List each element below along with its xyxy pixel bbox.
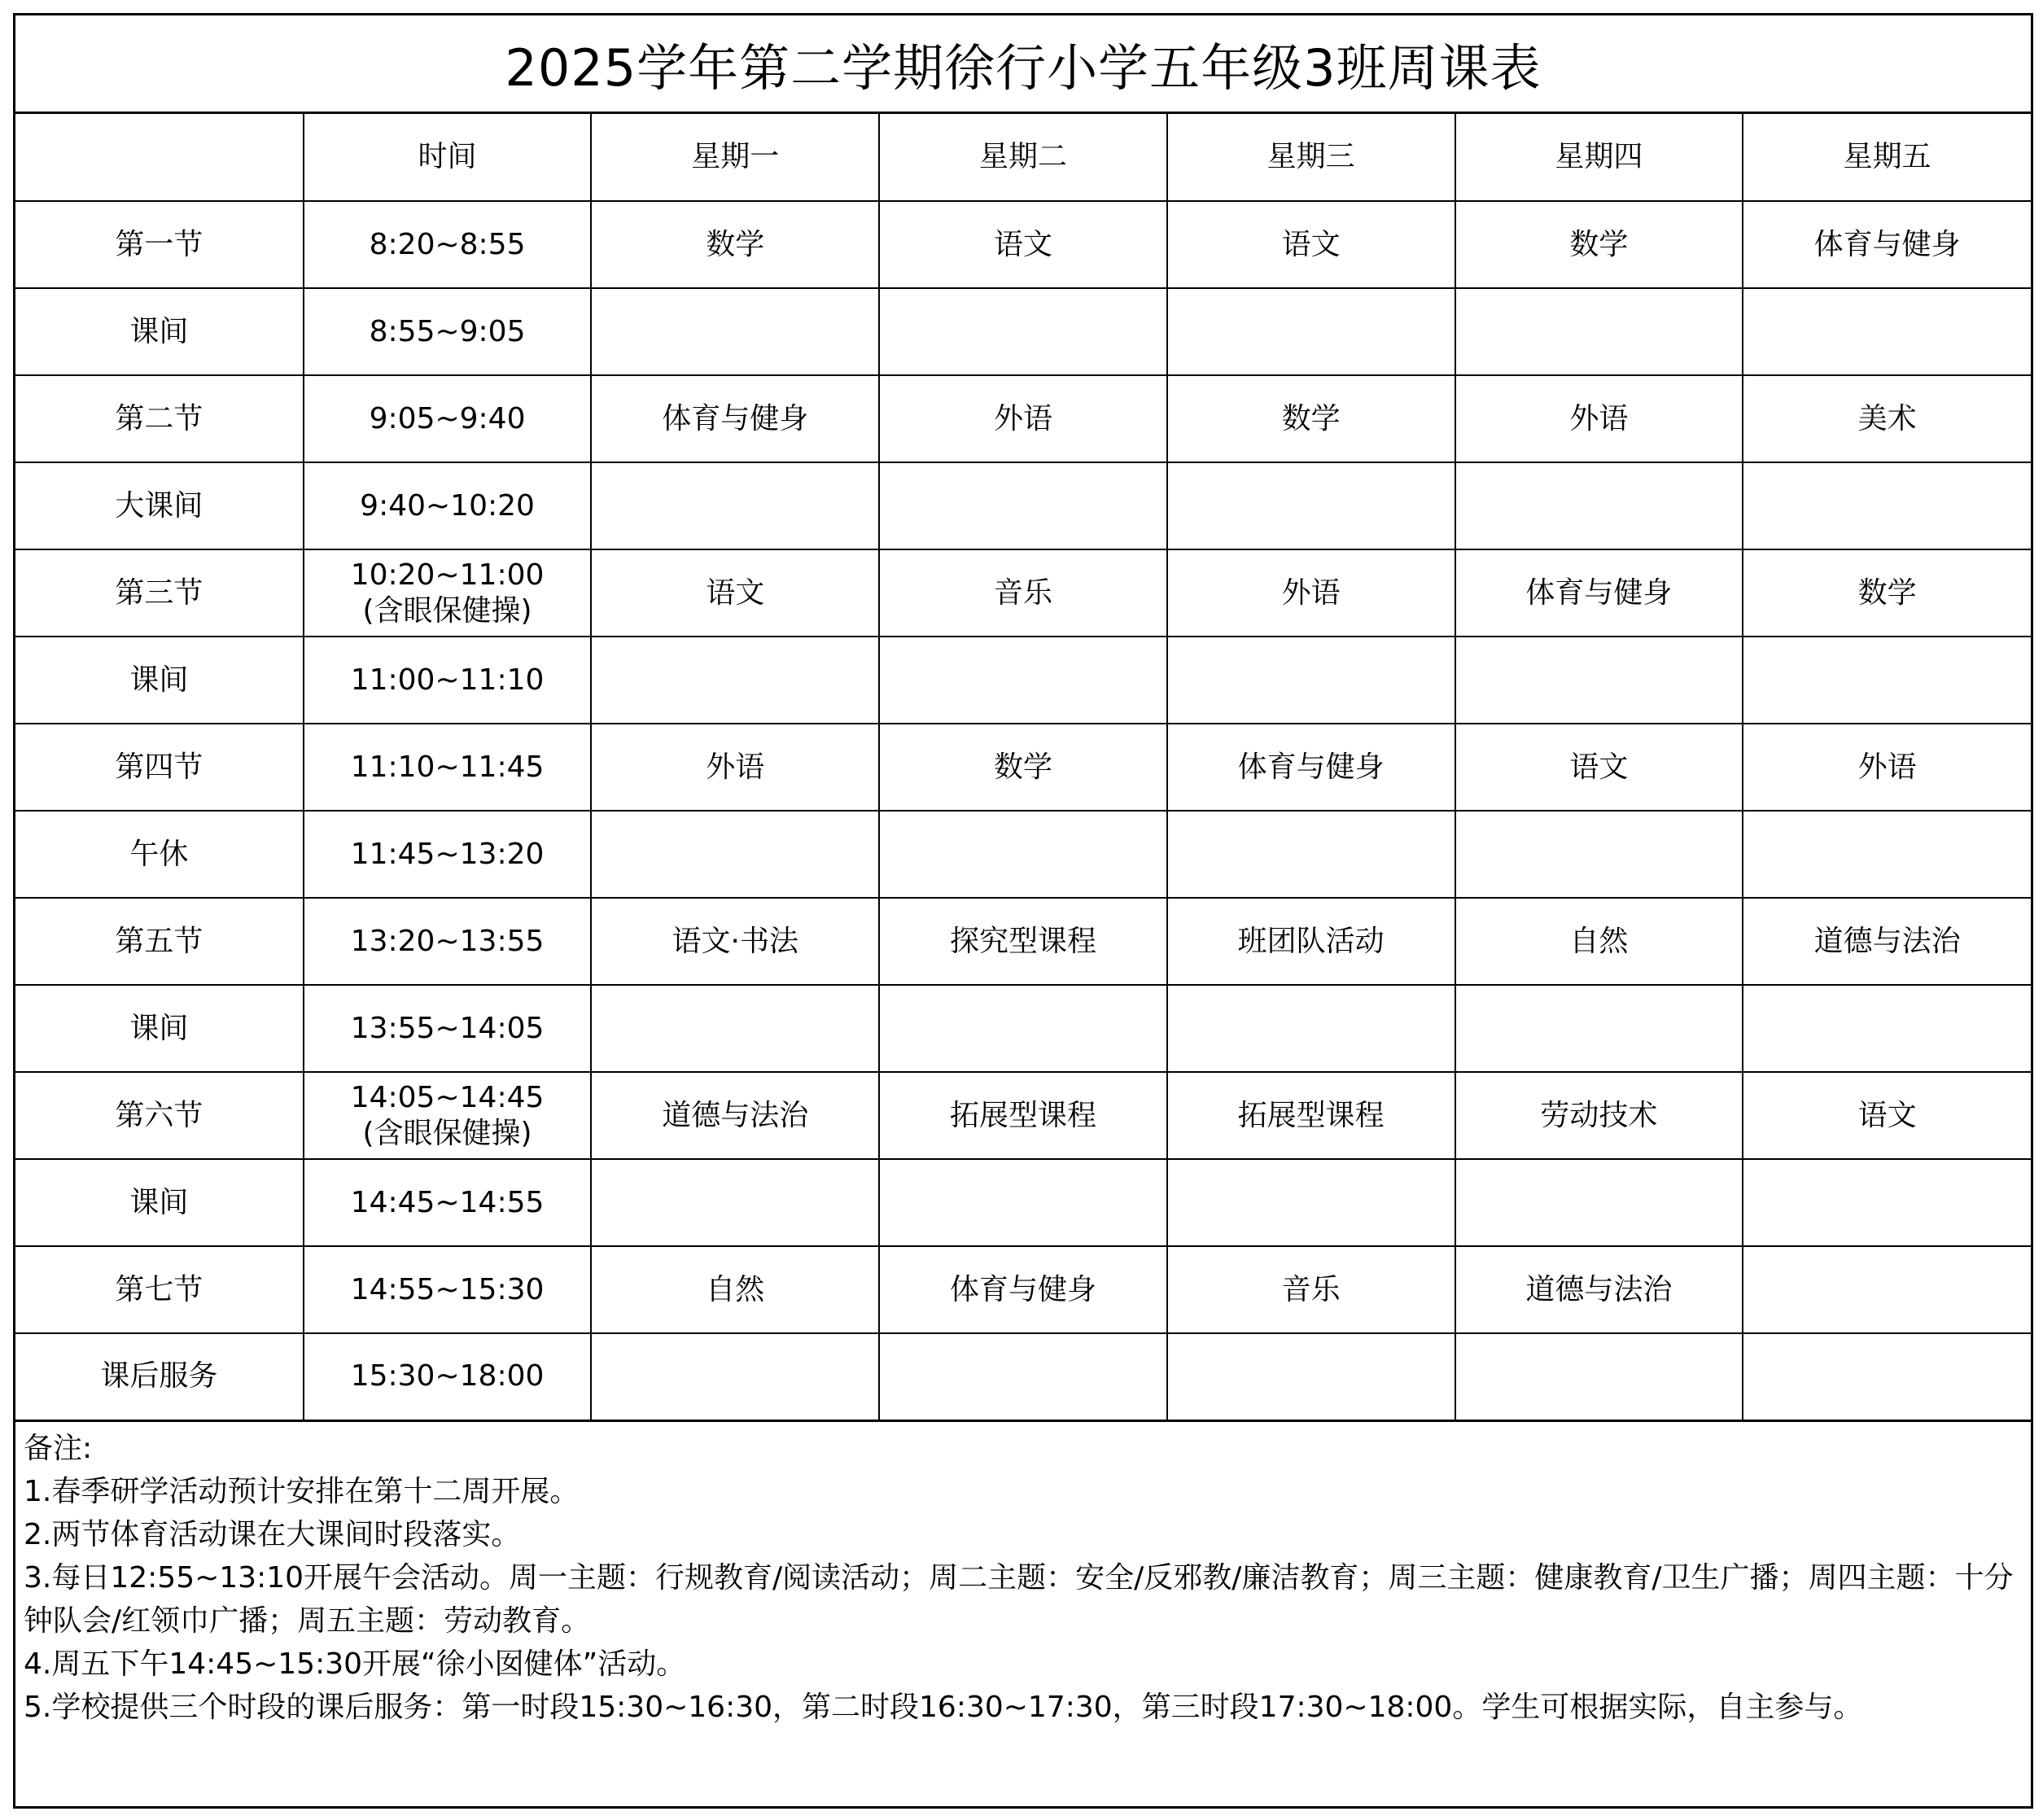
class-cell-thursday <box>1455 288 1743 375</box>
time-cell <box>304 898 592 985</box>
class-cell-wednesday: 班团队活动 <box>1167 898 1455 985</box>
class-cell-friday <box>1743 288 2031 375</box>
header-cell-wednesday: 星期三 <box>1167 114 1455 201</box>
period-cell: 课后服务 <box>15 1333 304 1420</box>
table-row <box>15 549 2031 637</box>
class-cell-thursday: 体育与健身 <box>1455 549 1743 637</box>
time-cell <box>304 288 592 375</box>
header-cell-monday: 星期一 <box>591 114 879 201</box>
page-title: 2025学年第二学期徐行小学五年级3班周课表 <box>15 15 2031 114</box>
class-cell-wednesday: 外语 <box>1167 549 1455 637</box>
class-cell-tuesday: 外语 <box>879 375 1167 462</box>
class-cell-tuesday <box>879 637 1167 724</box>
time-range: 14:05~14:45 <box>350 1080 545 1114</box>
header-cell-corner <box>15 114 304 201</box>
period-cell: 午休 <box>15 811 304 898</box>
table-row <box>15 288 2031 375</box>
class-cell-tuesday <box>879 462 1167 549</box>
class-cell-thursday: 数学 <box>1455 201 1743 288</box>
class-cell-thursday: 道德与法治 <box>1455 1246 1743 1333</box>
class-cell-monday: 外语 <box>591 724 879 811</box>
class-cell-monday: 数学 <box>591 201 879 288</box>
class-cell-monday <box>591 985 879 1072</box>
class-cell-friday: 体育与健身 <box>1743 201 2031 288</box>
class-cell-tuesday: 拓展型课程 <box>879 1072 1167 1159</box>
table-row <box>15 375 2031 462</box>
notes-section <box>15 1422 2031 1729</box>
class-cell-thursday <box>1455 1159 1743 1246</box>
class-cell-monday: 语文 <box>591 549 879 637</box>
class-cell-friday <box>1743 1159 2031 1246</box>
class-cell-monday <box>591 462 879 549</box>
period-cell: 第四节 <box>15 724 304 811</box>
table-row <box>15 1072 2031 1159</box>
class-cell-tuesday: 探究型课程 <box>879 898 1167 985</box>
class-cell-monday <box>591 811 879 898</box>
class-cell-tuesday <box>879 288 1167 375</box>
class-cell-thursday <box>1455 985 1743 1072</box>
timetable-sheet <box>13 13 2033 1809</box>
class-cell-wednesday: 语文 <box>1167 201 1455 288</box>
class-cell-thursday: 自然 <box>1455 898 1743 985</box>
time-range: 11:45~13:20 <box>350 837 545 871</box>
class-cell-monday <box>591 1159 879 1246</box>
class-cell-tuesday: 语文 <box>879 201 1167 288</box>
class-cell-monday <box>591 288 879 375</box>
period-cell: 第二节 <box>15 375 304 462</box>
time-range: 14:45~14:55 <box>350 1185 545 1219</box>
header-cell-thursday: 星期四 <box>1455 114 1743 201</box>
class-cell-tuesday <box>879 1333 1167 1420</box>
period-cell: 第一节 <box>15 201 304 288</box>
time-cell <box>304 201 592 288</box>
time-range: 9:05~9:40 <box>369 401 526 435</box>
class-cell-thursday <box>1455 811 1743 898</box>
note-item: 1.春季研学活动预计安排在第十二周开展。 <box>24 1474 580 1508</box>
class-cell-friday: 道德与法治 <box>1743 898 2031 985</box>
class-cell-thursday <box>1455 1333 1743 1420</box>
period-cell: 第三节 <box>15 549 304 637</box>
class-cell-tuesday <box>879 985 1167 1072</box>
note-item: 5.学校提供三个时段的课后服务：第一时段15:30~16:30，第二时段16:30~17:30，第三时段17:30~18:00。学生可根据实际，自主参与。 <box>24 1690 1863 1724</box>
class-cell-wednesday: 体育与健身 <box>1167 724 1455 811</box>
class-cell-wednesday <box>1167 637 1455 724</box>
table-row <box>15 724 2031 811</box>
class-cell-monday: 自然 <box>591 1246 879 1333</box>
class-cell-monday <box>591 637 879 724</box>
period-cell: 课间 <box>15 288 304 375</box>
time-range: 13:20~13:55 <box>350 924 545 958</box>
period-cell: 第六节 <box>15 1072 304 1159</box>
time-range: 14:55~15:30 <box>350 1272 545 1306</box>
class-cell-thursday <box>1455 637 1743 724</box>
time-cell <box>304 1159 592 1246</box>
time-cell <box>304 724 592 811</box>
time-cell <box>304 549 592 637</box>
class-cell-wednesday: 音乐 <box>1167 1246 1455 1333</box>
class-cell-monday: 体育与健身 <box>591 375 879 462</box>
class-cell-tuesday: 数学 <box>879 724 1167 811</box>
class-cell-wednesday <box>1167 811 1455 898</box>
time-note: (含眼保健操) <box>362 1116 532 1150</box>
table-row <box>15 637 2031 724</box>
class-cell-friday <box>1743 811 2031 898</box>
time-range: 13:55~14:05 <box>350 1011 545 1045</box>
class-cell-friday <box>1743 985 2031 1072</box>
table-row <box>15 985 2031 1072</box>
time-range: 10:20~11:00 <box>350 558 545 592</box>
header-cell-tuesday: 星期二 <box>879 114 1167 201</box>
class-cell-wednesday <box>1167 462 1455 549</box>
time-range: 8:20~8:55 <box>369 227 526 261</box>
time-cell <box>304 811 592 898</box>
time-cell <box>304 1333 592 1420</box>
period-cell: 大课间 <box>15 462 304 549</box>
time-cell <box>304 375 592 462</box>
time-range: 11:10~11:45 <box>350 750 545 784</box>
time-range: 9:40~10:20 <box>360 488 535 523</box>
time-cell <box>304 1246 592 1333</box>
time-cell <box>304 985 592 1072</box>
note-item: 4.周五下午14:45~15:30开展“徐小囡健体”活动。 <box>24 1647 686 1681</box>
period-cell: 课间 <box>15 985 304 1072</box>
time-cell <box>304 1072 592 1159</box>
class-cell-wednesday <box>1167 985 1455 1072</box>
class-cell-monday: 语文·书法 <box>591 898 879 985</box>
time-range: 8:55~9:05 <box>369 314 526 348</box>
class-cell-tuesday <box>879 811 1167 898</box>
table-row <box>15 462 2031 549</box>
class-cell-wednesday: 拓展型课程 <box>1167 1072 1455 1159</box>
table-row <box>15 1246 2031 1333</box>
class-cell-friday: 外语 <box>1743 724 2031 811</box>
class-cell-friday <box>1743 1333 2031 1420</box>
time-range: 11:00~11:10 <box>350 663 545 697</box>
class-cell-friday <box>1743 462 2031 549</box>
time-cell <box>304 462 592 549</box>
class-cell-friday <box>1743 1246 2031 1333</box>
class-cell-tuesday: 音乐 <box>879 549 1167 637</box>
period-cell: 第五节 <box>15 898 304 985</box>
period-cell: 课间 <box>15 1159 304 1246</box>
timetable-grid <box>15 114 2031 1422</box>
class-cell-thursday <box>1455 462 1743 549</box>
note-item: 2.两节体育活动课在大课间时段落实。 <box>24 1517 521 1551</box>
notes-heading: 备注: <box>24 1431 93 1465</box>
class-cell-wednesday <box>1167 1333 1455 1420</box>
class-cell-wednesday: 数学 <box>1167 375 1455 462</box>
time-note: (含眼保健操) <box>362 593 532 628</box>
table-row <box>15 811 2031 898</box>
period-cell: 课间 <box>15 637 304 724</box>
class-cell-thursday: 劳动技术 <box>1455 1072 1743 1159</box>
table-row <box>15 201 2031 288</box>
class-cell-tuesday <box>879 1159 1167 1246</box>
class-cell-thursday: 外语 <box>1455 375 1743 462</box>
class-cell-friday: 语文 <box>1743 1072 2031 1159</box>
class-cell-monday: 道德与法治 <box>591 1072 879 1159</box>
header-row <box>15 114 2031 201</box>
header-cell-time: 时间 <box>304 114 592 201</box>
note-item: 3.每日12:55~13:10开展午会活动。周一主题：行规教育/阅读活动；周二主题：安全/反邪教/廉洁教育；周三主题：健康教育/卫生广播；周四主题：十分钟队会/红领巾广播；周五主题：劳动教育。 <box>24 1560 2014 1638</box>
table-row <box>15 898 2031 985</box>
class-cell-wednesday <box>1167 1159 1455 1246</box>
header-cell-friday: 星期五 <box>1743 114 2031 201</box>
class-cell-friday: 美术 <box>1743 375 2031 462</box>
class-cell-monday <box>591 1333 879 1420</box>
time-cell <box>304 637 592 724</box>
class-cell-thursday: 语文 <box>1455 724 1743 811</box>
class-cell-tuesday: 体育与健身 <box>879 1246 1167 1333</box>
class-cell-wednesday <box>1167 288 1455 375</box>
class-cell-friday: 数学 <box>1743 549 2031 637</box>
table-row <box>15 1333 2031 1420</box>
class-cell-friday <box>1743 637 2031 724</box>
time-range: 15:30~18:00 <box>350 1359 545 1393</box>
period-cell: 第七节 <box>15 1246 304 1333</box>
table-row <box>15 1159 2031 1246</box>
